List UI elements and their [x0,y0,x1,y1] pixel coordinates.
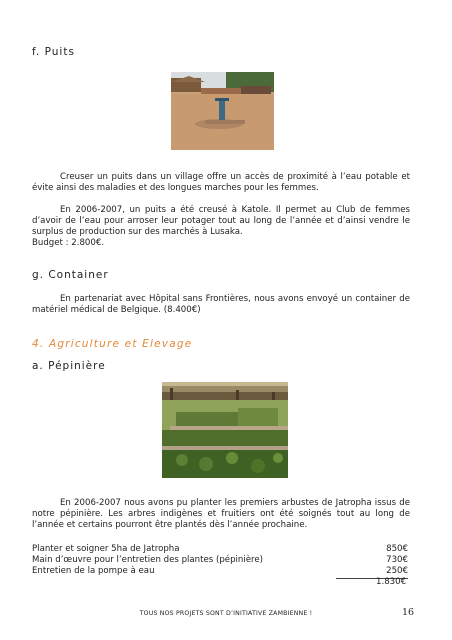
subsection-heading-pepiniere: a. Pépinière [32,360,106,372]
budget-row-label: Planter et soigner 5ha de Jatropha [32,544,180,554]
section-heading-puits: f. Puits [32,46,75,58]
nursery-photo [162,382,288,478]
budget-row-label: Main d’œuvre pour l’entretien des plantes (pépinière) [32,555,264,566]
budget-row-amount: 250€ [386,566,408,577]
table-row [32,544,408,555]
chapter-heading-agriculture: 4. Agriculture et Elevage [32,338,193,350]
budget-row-label: Entretien de la pompe à eau [32,566,155,577]
budget-row-amount: 730€ [386,555,408,566]
section-heading-container: g. Container [32,269,109,281]
budget-total: 1.830€ [376,577,407,587]
table-row [32,566,408,577]
page-number: 16 [402,607,415,618]
budget-table [32,544,408,578]
budget-row-amount: 850€ [386,544,408,554]
table-row [32,555,408,566]
puits-paragraph-2: En 2006-2007, un puits a été creusé à Katole. Il permet au Club de femmes d’avoir de l’eau pour arroser leur potager tout au long de l’année et d’ainsi vendre le surplus de production sur des marchés à Lusaka. [32,205,410,238]
container-paragraph: En partenariat avec Hôpital sans Frontières, nous avons envoyé un container de matériel médical de Belgique. (8.400€) [32,294,410,316]
puits-paragraph-1: Creuser un puits dans un village offre un accès de proximité à l’eau potable et évite ainsi des maladies et des longues marches pour les femmes. [32,172,410,194]
footer-slogan: TOUS NOS PROJETS SONT D’INITIATIVE ZAMBIENNE ! [139,610,313,617]
puits-budget: Budget : 2.800€. [32,238,105,248]
pepiniere-paragraph: En 2006-2007 nous avons pu planter les premiers arbustes de Jatropha issus de notre pépinière. Les arbres indigènes et fruitiers ont été soignés tout au long de l’année et certains pourront être plantés dès l’année prochaine. [32,498,410,531]
well-photo [171,72,274,150]
